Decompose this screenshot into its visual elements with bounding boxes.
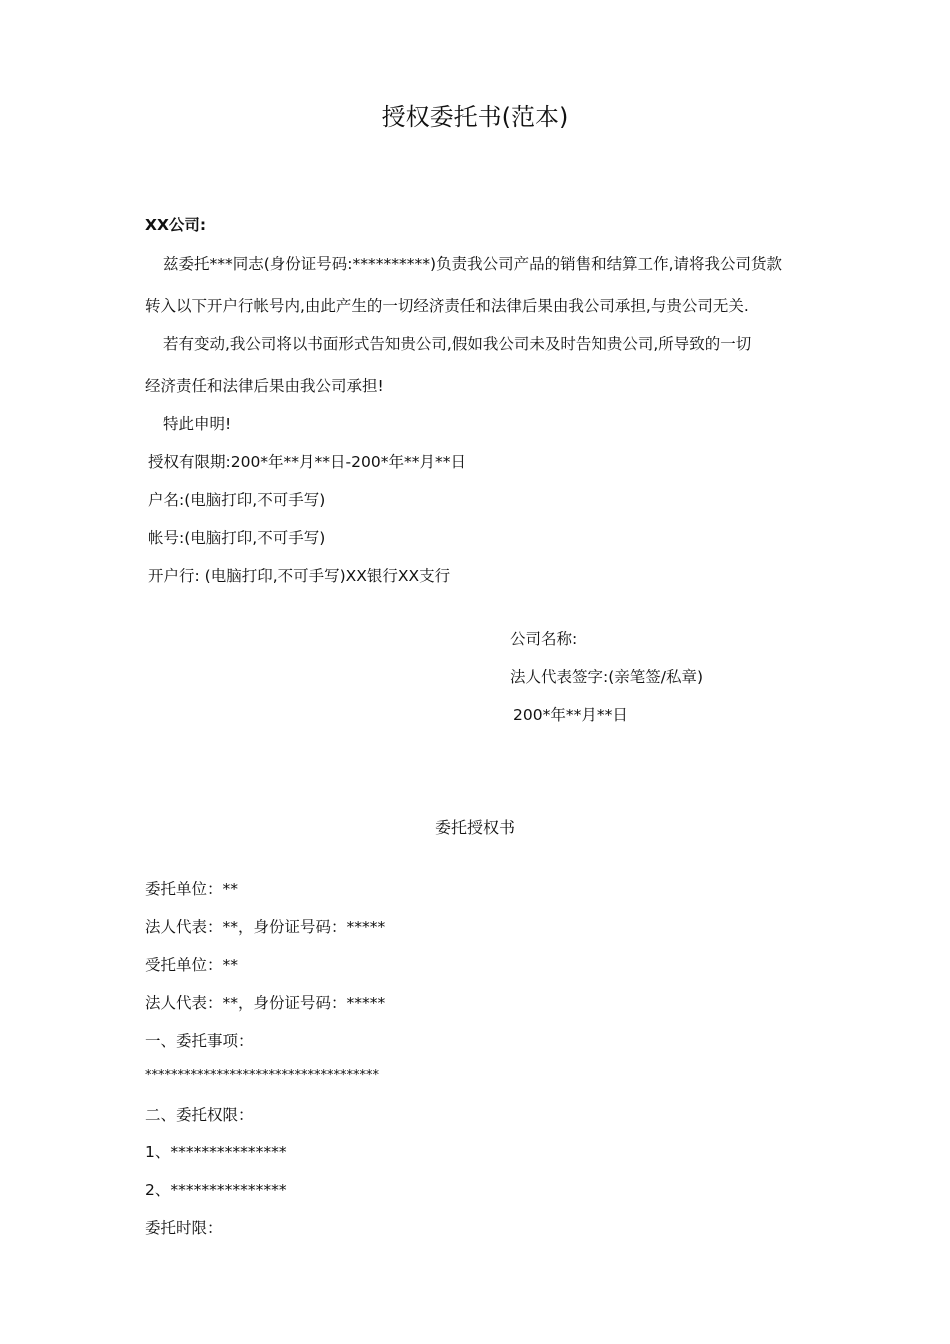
matters-content: ************************************	[145, 1068, 379, 1083]
addressee: XX公司:	[145, 216, 207, 234]
paragraph-1-line-2: 转入以下开户行帐号内,由此产生的一切经济责任和法律后果由我公司承担,与贵公司无关.	[145, 297, 749, 315]
term-heading: 委托时限：	[145, 1219, 223, 1237]
matters-heading: 一、委托事项：	[145, 1032, 254, 1050]
account-name: 户名:(电脑打印,不可手写)	[148, 491, 326, 509]
authority-heading: 二、委托权限：	[145, 1106, 254, 1124]
principal-unit: 委托单位：**	[145, 880, 239, 898]
opening-bank: 开户行: (电脑打印,不可手写)XX银行XX支行	[148, 567, 451, 585]
authority-item-1: 1、***************	[145, 1143, 287, 1161]
account-number: 帐号:(电脑打印,不可手写)	[148, 529, 326, 547]
document-title: 授权委托书(范本)	[381, 103, 569, 131]
signature-date: 200*年**月**日	[513, 706, 628, 724]
paragraph-1-line-1: 兹委托***同志(身份证号码:**********)负责我公司产品的销售和结算工作,请将我公司货款	[163, 255, 782, 273]
agent-legal-representative: 法人代表：**，身份证号码：*****	[145, 994, 386, 1012]
company-name-label: 公司名称:	[510, 630, 578, 648]
legal-representative-signature: 法人代表签字:(亲笔签/私章)	[510, 668, 704, 686]
paragraph-2-line-1: 若有变动,我公司将以书面形式告知贵公司,假如我公司未及时告知贵公司,所导致的一切	[163, 335, 752, 353]
second-document-title: 委托授权书	[434, 818, 515, 837]
paragraph-2-line-2: 经济责任和法律后果由我公司承担!	[145, 377, 384, 395]
agent-unit: 受托单位：**	[145, 956, 239, 974]
principal-legal-representative: 法人代表：**，身份证号码：*****	[145, 918, 386, 936]
authorization-period: 授权有限期:200*年**月**日-200*年**月**日	[148, 453, 466, 471]
authority-item-2: 2、***************	[145, 1181, 287, 1199]
statement: 特此申明!	[163, 415, 232, 433]
